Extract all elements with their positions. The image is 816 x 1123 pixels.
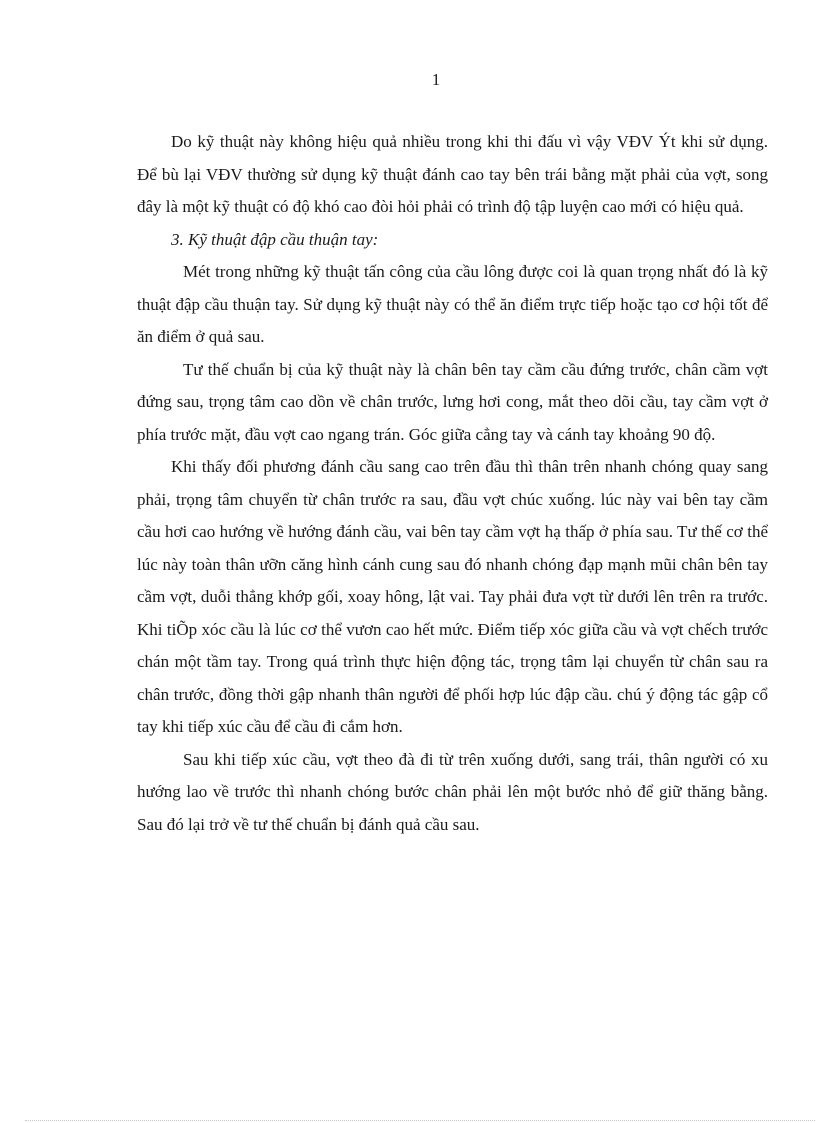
paragraph-4: Khi thấy đối phương đánh cầu sang cao trên đầu thì thân trên nhanh chóng quay sang phải, trọng tâm chuyển từ chân trước ra sau, đầu vợt chúc xuống. lúc này vai bên tay cầm cầu hơi cao hướng về hướng đánh cầu, vai bên tay cầm vợt hạ thấp ở phía sau. Tư thế cơ thể lúc này toàn thân ưỡn căng hình cánh cung sau đó nhanh chóng đạp mạnh mũi chân bên tay cầm vợt, duỗi thẳng khớp gối, xoay hông, lật vai. Tay phải đưa vợt từ dưới lên trên ra trước. Khi tiÕp xóc cầu là lúc cơ thể vươn cao hết mức. Điểm tiếp xóc giữa cầu và vợt chếch trước chán một tầm tay. Trong quá trình thực hiện động tác, trọng tâm lại chuyển từ chân sau ra chân trước, đồng thời gập nhanh thân người để phối hợp lúc đập cầu. chú ý động tác gập cổ tay khi tiếp xúc cầu để cầu đi cắm hơn. — [137, 457, 768, 736]
page-number: 1 — [431, 70, 441, 89]
section-heading-3: 3. Kỹ thuật đập cầu thuận tay: — [171, 229, 379, 249]
paragraph-3: Tư thế chuẩn bị của kỹ thuật này là chân bên tay cầm cầu đứng trước, chân cầm vợt đứng sau, trọng tâm cao dồn về chân trước, lưng hơi cong, mắt theo dõi cầu, tay cầm vợt ở phía trước mặt, đầu vợt cao ngang trán. Góc giữa cẳng tay và cánh tay khoảng 90 độ. — [137, 359, 768, 444]
page-bottom-divider — [25, 1120, 815, 1121]
paragraph-5: Sau khi tiếp xúc cầu, vợt theo đà đi từ trên xuống dưới, sang trái, thân người có xu hướng lao về trước thì nhanh chóng bước chân phải lên một bước nhỏ để giữ thăng bằng. Sau đó lại trở về tư thế chuẩn bị đánh quả cầu sau. — [137, 749, 768, 834]
paragraph-1: Do kỹ thuật này không hiệu quả nhiều trong khi thi đấu vì vậy VĐV Ýt khi sử dụng. Để bù lại VĐV thường sử dụng kỹ thuật đánh cao tay bên trái bằng mặt phải của vợt, song đây là một kỹ thuật có độ khó cao đòi hỏi phải có trình độ tập luyện cao mới có hiệu quả. — [137, 132, 768, 216]
paragraph-2: Mét trong những kỹ thuật tấn công của cầu lông được coi là quan trọng nhất đó là kỹ thuật đập cầu thuận tay. Sử dụng kỹ thuật này có thể ăn điểm trực tiếp hoặc tạo cơ hội tốt để ăn điểm ở quả sau. — [137, 262, 768, 346]
document-body — [137, 126, 768, 841]
